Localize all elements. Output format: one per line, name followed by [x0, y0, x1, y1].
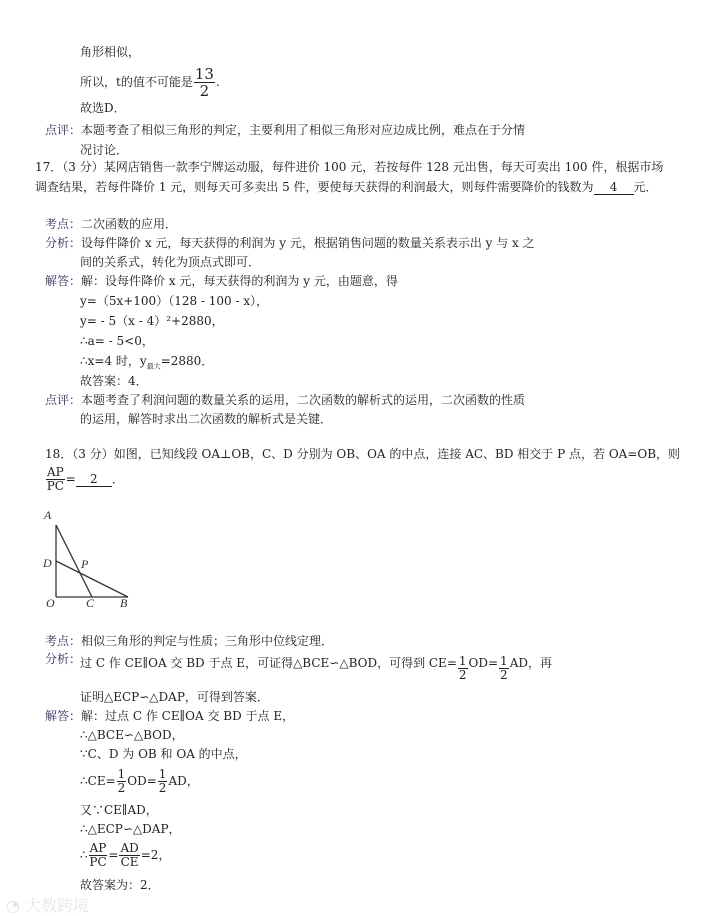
text-line	[80, 66, 220, 99]
comment-label: 点评：	[45, 123, 82, 137]
segment-bd	[56, 561, 128, 597]
text-line: 又∵CE∥AD，	[80, 803, 158, 817]
denominator: CE	[120, 855, 139, 869]
text-line	[80, 842, 170, 869]
text: AD，	[168, 774, 199, 788]
text-line: 故答案：4．	[80, 374, 148, 388]
text-line: ∴△ECP∽△DAP，	[80, 822, 181, 836]
text: 设每件降价 x 元，每天获得的利润为 y 元，根据销售问题的数量关系表示出 y 与 x 之	[81, 236, 535, 250]
fraction	[117, 768, 127, 795]
analysis	[45, 652, 81, 666]
text: .	[215, 75, 220, 89]
text: =	[65, 472, 76, 486]
text: =	[108, 848, 119, 862]
fraction	[46, 466, 65, 493]
numerator: 1	[117, 767, 126, 781]
fraction	[89, 842, 108, 869]
comment-line	[45, 123, 525, 137]
label-o: O	[46, 596, 55, 610]
denominator: 2	[117, 781, 126, 795]
geometry-figure	[40, 505, 140, 610]
analysis	[45, 236, 535, 250]
text: =2880．	[160, 354, 214, 368]
text: OD=	[127, 774, 157, 788]
text: ．	[111, 472, 124, 486]
text-line	[80, 655, 552, 682]
numerator: 1	[158, 767, 167, 781]
solution	[45, 274, 398, 288]
text-line: 角形相似，	[80, 45, 141, 59]
text-line: 间的关系式，转化为顶点式即可．	[80, 255, 261, 269]
fraction	[499, 655, 509, 682]
text: 解：过点 C 作 CE∥OA 交 BD 于点 E，	[81, 709, 295, 723]
question-17-stem: 17．（3 分）某网店销售一款李宁牌运动服，每件进价 100 元，若按每件 128 元出售，每天可卖出 100 件，根据市场	[35, 160, 664, 174]
text-line: ∴a= - 5<0，	[80, 334, 154, 348]
text-line: y=（5x+100）（128 - 100 - x），	[80, 294, 269, 308]
answer-blank: 4	[594, 180, 634, 195]
answer-blank: 2	[76, 472, 112, 487]
text-line	[80, 768, 199, 795]
text: 相似三角形的判定与性质；三角形中位线定理．	[81, 634, 334, 648]
denominator: 2	[158, 781, 167, 795]
text: ∴	[80, 848, 88, 862]
text: ∴CE=	[80, 774, 116, 788]
numerator: 1	[500, 654, 508, 668]
text-line: 况讨论．	[80, 143, 129, 157]
text-line	[80, 354, 213, 373]
label: 解答：	[45, 274, 82, 288]
label: 考点：	[45, 634, 82, 648]
text: 本题考查了相似三角形的判定，主要利用了相似三角形对应边成比例，难点在于分情	[81, 123, 526, 137]
watermark	[6, 893, 89, 916]
text: 二次函数的应用．	[81, 217, 178, 231]
text: 所以，t的值不可能是	[80, 75, 193, 89]
fraction	[458, 655, 468, 682]
fraction	[119, 842, 139, 869]
text: ∴x=4 时，y	[80, 354, 147, 368]
question-18-stem	[45, 466, 124, 493]
question-17-stem	[35, 180, 658, 195]
watermark-logo-icon: ◔	[6, 896, 20, 915]
denominator: 2	[500, 668, 508, 682]
key-point	[45, 634, 333, 648]
numerator: AP	[89, 841, 107, 855]
numerator: 1	[458, 654, 467, 668]
text: OD=	[468, 656, 499, 670]
numerator: AD	[120, 841, 139, 855]
text: 调查结果，若每件降价 1 元，则每天可多卖出 5 件，要使每天获得的利润最大，则每件需要降价的钱数为	[35, 180, 594, 194]
label: 解答：	[45, 709, 82, 723]
text-line: y= - 5（x - 4）²+2880，	[80, 314, 224, 328]
text-line: 故选D．	[80, 101, 126, 115]
label-c: C	[86, 596, 95, 610]
text-line: ∵C、D 为 OB 和 OA 的中点，	[80, 747, 247, 761]
text: 解：设每件降价 x 元，每天获得的利润为 y 元，由题意，得	[81, 274, 398, 288]
denominator: PC	[89, 855, 107, 869]
label-p: P	[81, 557, 89, 571]
question-18-stem: 18．（3 分）如图，已知线段 OA⊥OB，C、D 分别为 OB、OA 的中点，连接 AC、BD 相交于 P 点，若 OA=OB，则	[45, 447, 681, 461]
text-line: 故答案为：2．	[80, 878, 160, 892]
text-line: 证明△ECP∽△DAP，可得到答案．	[80, 690, 269, 704]
label-b: B	[120, 596, 128, 610]
label-a: A	[44, 508, 52, 522]
label: 分析：	[45, 236, 82, 250]
watermark-text: 大数跨境	[25, 896, 90, 915]
text-line: 的运用，解答时求出二次函数的解析式是关键．	[80, 412, 333, 426]
key-point	[45, 217, 177, 231]
denominator: 2	[458, 668, 467, 682]
subscript: 最大	[146, 362, 161, 371]
comment-line	[45, 393, 525, 407]
text: AD，再	[509, 656, 552, 670]
numerator: AP	[47, 465, 64, 479]
text: 本题考查了利润问题的数量关系的运用，二次函数的解析式的运用，二次函数的性质	[81, 393, 526, 407]
denominator: PC	[46, 479, 64, 493]
solution	[45, 709, 294, 723]
text: 过 C 作 CE∥OA 交 BD 于点 E，可证得△BCE∽△BOD，可得到 CE=	[80, 656, 457, 670]
text-line: ∴△BCE∽△BOD，	[80, 728, 184, 742]
numerator: 13	[194, 65, 214, 83]
text: =2，	[140, 848, 171, 862]
text: 元．	[633, 180, 658, 194]
denominator: 2	[199, 82, 210, 100]
label-d: D	[43, 556, 52, 570]
label: 考点：	[45, 217, 82, 231]
label: 分析：	[45, 652, 82, 666]
fraction	[158, 768, 168, 795]
fraction	[194, 66, 215, 99]
label: 点评：	[45, 393, 82, 407]
